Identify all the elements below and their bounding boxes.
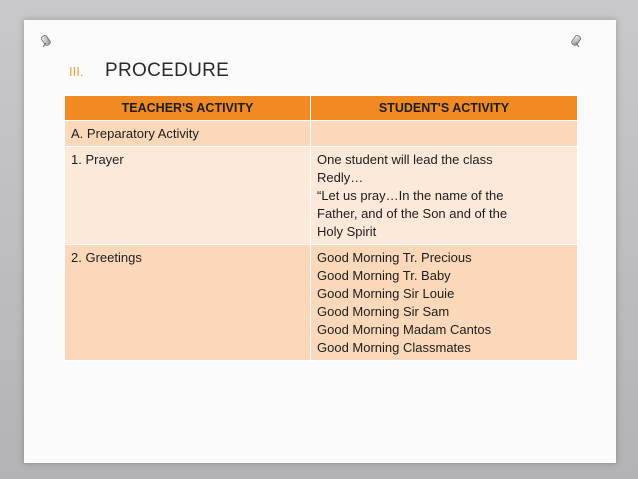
section-number: III. (69, 64, 84, 79)
table-row (65, 245, 578, 361)
student-line: Good Morning Sir Louie (317, 286, 455, 301)
student-cell (311, 245, 578, 361)
student-line: Good Morning Sir Sam (317, 304, 450, 319)
column-header-teacher: TEACHER'S ACTIVITY (65, 96, 311, 121)
table-row (65, 147, 578, 245)
procedure-table (64, 95, 578, 361)
table-header-row (65, 96, 578, 121)
student-line: Good Morning Classmates (317, 340, 471, 355)
student-cell (311, 147, 578, 245)
student-line: Good Morning Madam Cantos (317, 322, 492, 337)
teacher-cell: 2. Greetings (65, 245, 311, 361)
column-header-student: STUDENT'S ACTIVITY (311, 96, 578, 121)
section-heading (69, 60, 229, 88)
page-title: PROCEDURE (105, 60, 230, 81)
student-line: Good Morning Tr. Precious (317, 250, 472, 265)
teacher-cell: 1. Prayer (65, 147, 311, 245)
student-line: Good Morning Tr. Baby (317, 268, 451, 283)
student-line: Redly… (317, 170, 364, 185)
teacher-cell: A. Preparatory Activity (65, 121, 311, 147)
pushpin-icon (566, 33, 584, 51)
student-cell (311, 121, 578, 147)
student-line: One student will lead the class (317, 152, 493, 167)
student-line: Holy Spirit (317, 224, 377, 239)
student-line: Father, and of the Son and of the (317, 206, 508, 221)
student-line: “Let us pray…In the name of the (317, 188, 504, 203)
table-row (65, 121, 578, 147)
pushpin-icon (38, 33, 56, 51)
